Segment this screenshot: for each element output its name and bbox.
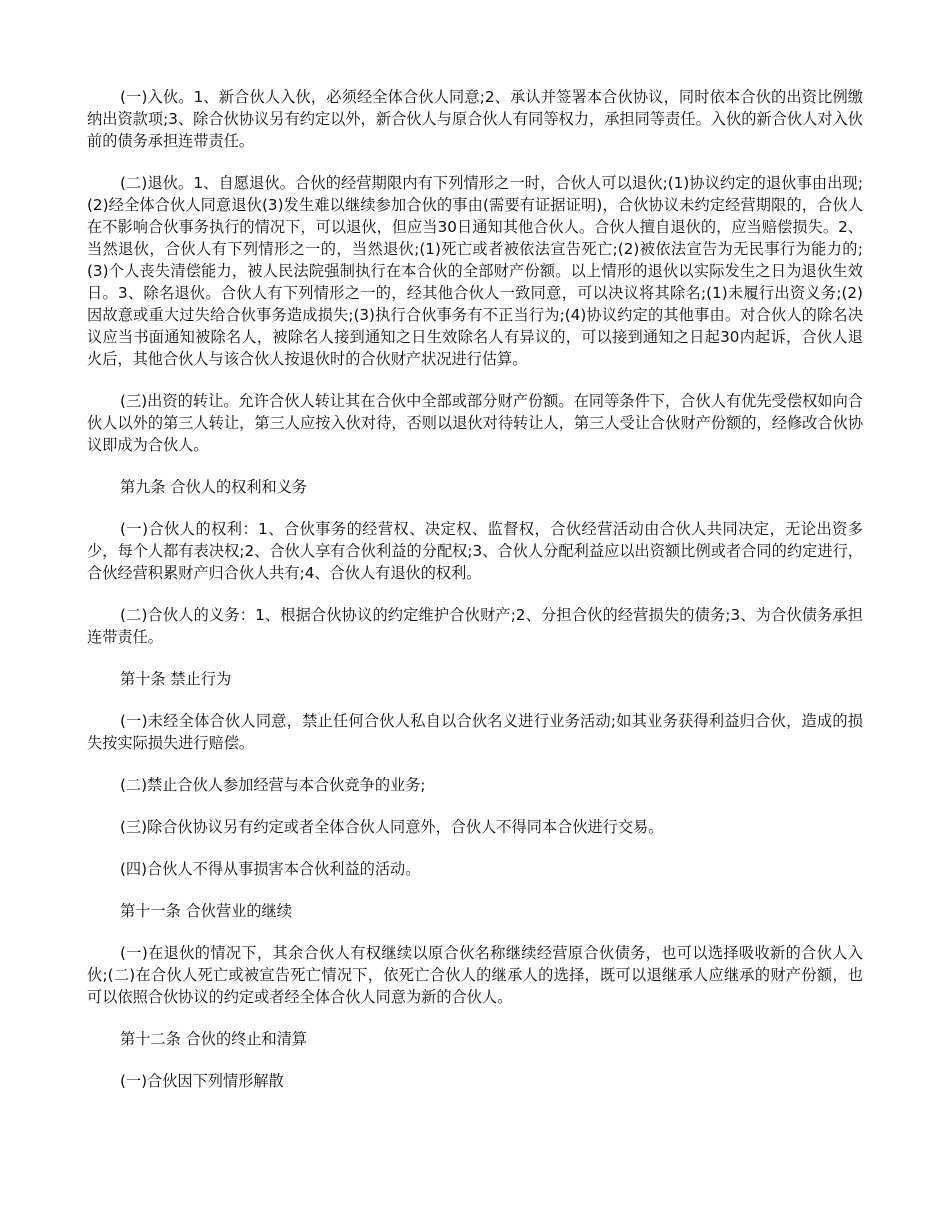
paragraph-continuation: (一)在退伙的情况下，其余合伙人有权继续以原合伙名称继续经营原合伙债务，也可以选择吸收新的合伙人入伙;(二)在合伙人死亡或被宣告死亡情况下，依死亡合伙人的继承人的选择，既可以退继承人应继承的财产份额，也可以依照合伙协议的约定或者经全体合伙人同意为新的合伙人。: [87, 944, 863, 1006]
article-11-heading: 第十一条 合伙营业的继续: [120, 902, 292, 920]
article-10-heading: 第十条 禁止行为: [120, 670, 232, 688]
paragraph-prohibition-1: (一)未经全体合伙人同意，禁止任何合伙人私自以合伙名义进行业务活动;如其业务获得利益归合伙，造成的损失按实际损失进行赔偿。: [87, 712, 863, 752]
paragraph-prohibition-4: (四)合伙人不得从事损害本合伙利益的活动。: [120, 860, 421, 878]
article-12-heading: 第十二条 合伙的终止和清算: [120, 1030, 308, 1048]
paragraph-admission: (一)入伙。1、新合伙人入伙，必须经全体合伙人同意;2、承认并签署本合伙协议，同时依本合伙的出资比例缴纳出资款项;3、除合伙协议另有约定以外，新合伙人与原合伙人有同等权力，承担同等责任。入伙的新合伙人对入伙前的债务承担连带责任。: [87, 88, 863, 150]
article-9-heading: 第九条 合伙人的权利和义务: [120, 478, 308, 496]
paragraph-transfer: (三)出资的转让。允许合伙人转让其在合伙中全部或部分财产份额。在同等条件下，合伙人有优先受偿权如向合伙人以外的第三人转让，第三人应按入伙对待，否则以退伙对待转让人，第三人受让合伙财产份额的，经修改合伙协议即成为合伙人。: [87, 392, 863, 454]
paragraph-partner-rights: (一)合伙人的权利：1、合伙事务的经营权、决定权、监督权，合伙经营活动由合伙人共同决定，无论出资多少，每个人都有表决权;2、合伙人享有合伙利益的分配权;3、合伙人分配利益应以出资额比例或者合同的约定进行，合伙经营积累财产归合伙人共有;4、合伙人有退伙的权利。: [87, 520, 863, 582]
paragraph-partner-duties: (二)合伙人的义务：1、根据合伙协议的约定维护合伙财产;2、分担合伙的经营损失的债务;3、为合伙债务承担连带责任。: [87, 606, 863, 646]
paragraph-dissolution: (一)合伙因下列情形解散: [120, 1072, 284, 1090]
paragraph-prohibition-2: (二)禁止合伙人参加经营与本合伙竞争的业务;: [120, 776, 426, 794]
document-page: [87, 86, 863, 1112]
paragraph-withdrawal: (二)退伙。1、自愿退伙。合伙的经营期限内有下列情形之一时，合伙人可以退伙;(1)协议约定的退伙事由出现;(2)经全体合伙人同意退伙(3)发生难以继续参加合伙的事由(需要有证据证明)，合伙协议未约定经营期限的，合伙人在不影响合伙事务执行的情况下，可以退伙，但应当30日通知其他合伙人。合伙人擅自退伙的，应当赔偿损失。2、当然退伙，合伙人有下列情形之一的，当然退伙;(1)死亡或者被依法宣告死亡;(2)被依法宣告为无民事行为能力的;(3)个人丧失清偿能力，被人民法院强制执行在本合伙的全部财产份额。以上情形的退伙以实际发生之日为退伙生效日。3、除名退伙。合伙人有下列情形之一的，经其他合伙人一致同意，可以决议将其除名;(1)未履行出资义务;(2)因故意或重大过失给合伙事务造成损失;(3)执行合伙事务有不正当行为;(4)协议约定的其他事由。对合伙人的除名决议应当书面通知被除名人，被除名人接到通知之日生效除名人有异议的，可以接到通知之日起30内起诉，合伙人退火后，其他合伙人与该合伙人按退伙时的合伙财产状况进行估算。: [87, 174, 863, 368]
paragraph-prohibition-3: (三)除合伙协议另有约定或者全体合伙人同意外，合伙人不得同本合伙进行交易。: [120, 818, 664, 836]
